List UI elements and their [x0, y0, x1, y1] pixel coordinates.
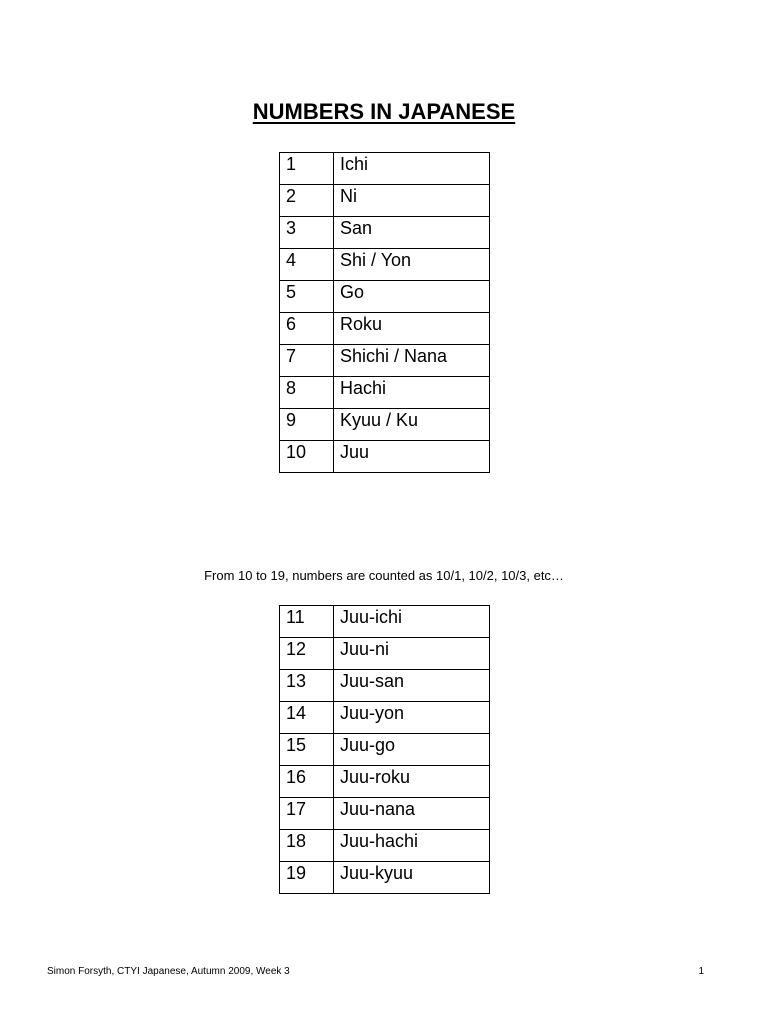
- word-cell: Shi / Yon: [334, 249, 490, 281]
- table-row: [280, 153, 490, 185]
- table-row: [280, 606, 490, 638]
- word-cell: Hachi: [334, 377, 490, 409]
- word-cell: Roku: [334, 313, 490, 345]
- table-row: [280, 249, 490, 281]
- number-cell: 13: [280, 670, 334, 702]
- word-cell: Ni: [334, 185, 490, 217]
- number-cell: 10: [280, 441, 334, 473]
- table-row: [280, 766, 490, 798]
- word-cell: San: [334, 217, 490, 249]
- word-cell: Juu-kyuu: [334, 862, 490, 894]
- word-cell: Juu-go: [334, 734, 490, 766]
- counting-note: From 10 to 19, numbers are counted as 10/1, 10/2, 10/3, etc…: [204, 568, 564, 583]
- table-row: [280, 798, 490, 830]
- word-cell: Juu-hachi: [334, 830, 490, 862]
- number-cell: 9: [280, 409, 334, 441]
- word-cell: Juu-san: [334, 670, 490, 702]
- table-row: [280, 862, 490, 894]
- number-cell: 4: [280, 249, 334, 281]
- number-cell: 14: [280, 702, 334, 734]
- number-cell: 5: [280, 281, 334, 313]
- word-cell: Go: [334, 281, 490, 313]
- number-cell: 17: [280, 798, 334, 830]
- numbers-table-11-to-19: [279, 605, 490, 894]
- table-row: [280, 313, 490, 345]
- number-cell: 2: [280, 185, 334, 217]
- table-row: [280, 830, 490, 862]
- word-cell: Shichi / Nana: [334, 345, 490, 377]
- table-row: [280, 377, 490, 409]
- table-row: [280, 734, 490, 766]
- number-cell: 16: [280, 766, 334, 798]
- word-cell: Juu-yon: [334, 702, 490, 734]
- number-cell: 15: [280, 734, 334, 766]
- number-cell: 18: [280, 830, 334, 862]
- table-row: [280, 670, 490, 702]
- table-row: [280, 281, 490, 313]
- number-cell: 3: [280, 217, 334, 249]
- word-cell: Ichi: [334, 153, 490, 185]
- number-cell: 7: [280, 345, 334, 377]
- word-cell: Juu-ichi: [334, 606, 490, 638]
- word-cell: Juu-roku: [334, 766, 490, 798]
- table-row: [280, 409, 490, 441]
- number-cell: 8: [280, 377, 334, 409]
- table-row: [280, 702, 490, 734]
- table-row: [280, 345, 490, 377]
- table-row: [280, 441, 490, 473]
- number-cell: 1: [280, 153, 334, 185]
- page-title: NUMBERS IN JAPANESE: [252, 99, 516, 124]
- table-row: [280, 185, 490, 217]
- word-cell: Juu: [334, 441, 490, 473]
- page-number: 1: [698, 966, 704, 977]
- numbers-table-1-to-10: [279, 152, 490, 473]
- word-cell: Kyuu / Ku: [334, 409, 490, 441]
- table-row: [280, 217, 490, 249]
- number-cell: 19: [280, 862, 334, 894]
- number-cell: 12: [280, 638, 334, 670]
- number-cell: 11: [280, 606, 334, 638]
- word-cell: Juu-nana: [334, 798, 490, 830]
- number-cell: 6: [280, 313, 334, 345]
- word-cell: Juu-ni: [334, 638, 490, 670]
- table-row: [280, 638, 490, 670]
- footer-credit: Simon Forsyth, CTYI Japanese, Autumn 2009, Week 3: [47, 966, 290, 977]
